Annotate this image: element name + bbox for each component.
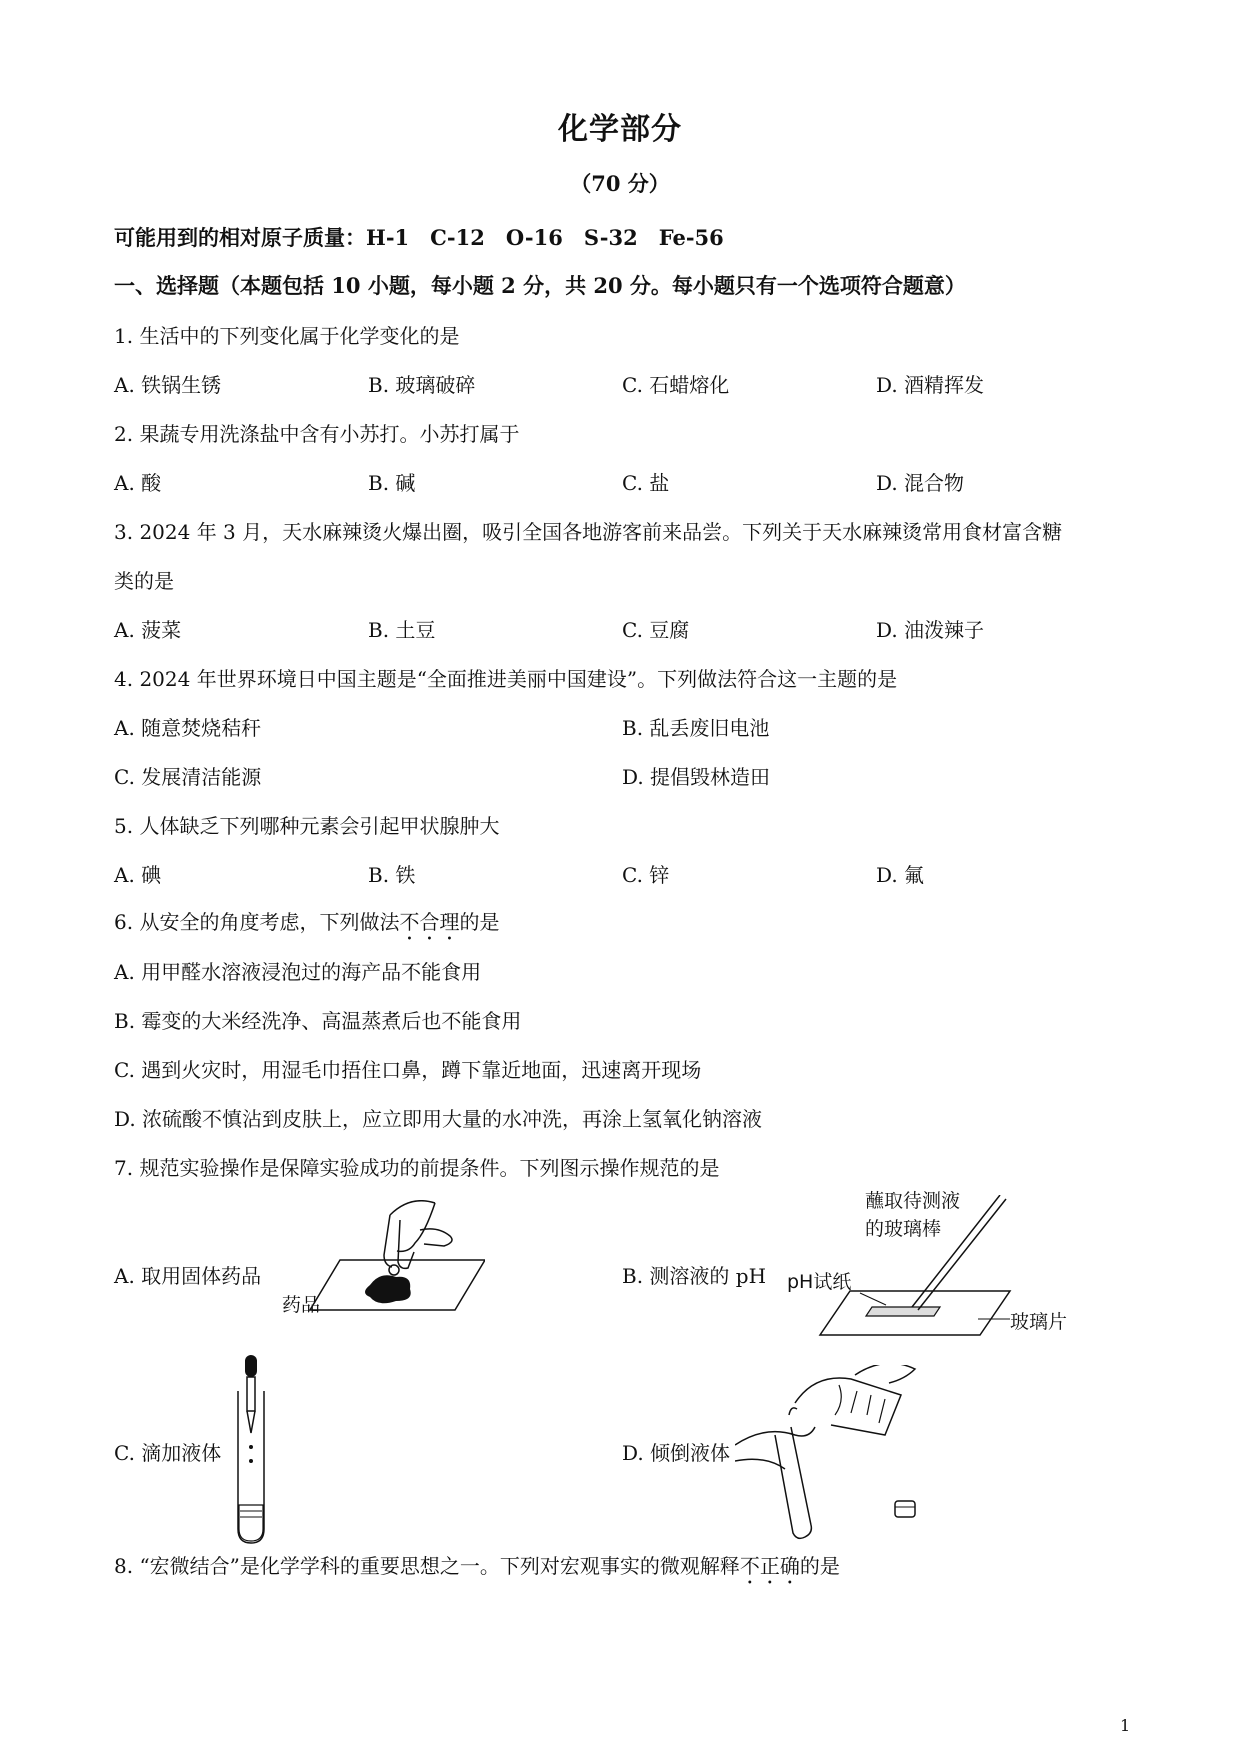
- q2-option-a: A. 酸: [114, 471, 162, 495]
- atomic-masses: 可能用到的相对原子质量：H-1 C-12 O-16 S-32 Fe-56: [114, 225, 724, 250]
- q5-option-c: C. 锌: [622, 863, 670, 887]
- q6-option-b: B. 霉变的大米经洗净、高温蒸煮后也不能食用: [114, 1009, 522, 1033]
- q4-option-b: B. 乱丢废旧电池: [622, 716, 770, 740]
- figure-c-dropper: [232, 1355, 272, 1545]
- bottle-stopper: [895, 1501, 915, 1517]
- q8-stem-emphasis: 不正确: [739, 1554, 800, 1578]
- q5-option-b: B. 铁: [368, 863, 416, 887]
- q3-option-b: B. 土豆: [368, 618, 436, 642]
- q1-option-c: C. 石蜡熔化: [622, 373, 730, 397]
- q2-stem: 2. 果蔬专用洗涤盐中含有小苏打。小苏打属于: [114, 422, 520, 446]
- figure-b-label-rod-line2: 的玻璃棒: [865, 1218, 942, 1240]
- finger-tip: [389, 1265, 399, 1275]
- q6-stem: [114, 906, 499, 945]
- q6-stem-emphasis: 不合理: [399, 910, 460, 934]
- q3-option-d: D. 油泼辣子: [876, 618, 985, 642]
- q4-option-a: A. 随意焚烧秸秆: [114, 716, 262, 740]
- score-subtitle: （70 分）: [570, 171, 670, 196]
- q7-option-c: C. 滴加液体: [114, 1441, 222, 1465]
- left-hand: [735, 1427, 815, 1469]
- q5-stem: 5. 人体缺乏下列哪种元素会引起甲状腺肿大: [114, 814, 500, 838]
- reagent-bottle: [795, 1378, 901, 1435]
- figure-b-label-glass: 玻璃片: [1010, 1311, 1068, 1333]
- page-title: 化学部分: [558, 112, 682, 147]
- liquid-level: [239, 1505, 263, 1541]
- test-tube: [238, 1391, 264, 1543]
- figure-b-label-rod-line1: 蘸取待测液: [865, 1190, 961, 1212]
- q6-option-c: C. 遇到火灾时，用湿毛巾捂住口鼻，蹲下靠近地面，迅速离开现场: [114, 1058, 702, 1082]
- q7-option-a: A. 取用固体药品: [114, 1264, 262, 1288]
- bottle-mouth: [789, 1408, 797, 1415]
- q7-stem: 7. 规范实验操作是保障实验成功的前提条件。下列图示操作规范的是: [114, 1156, 720, 1180]
- dropper-tube: [247, 1377, 255, 1411]
- q4-stem: 4. 2024 年世界环境日中国主题是“全面推进美丽中国建设”。下列做法符合这一主题的是: [114, 667, 898, 691]
- q5-option-d: D. 氟: [876, 863, 925, 887]
- q4-option-c: C. 发展清洁能源: [114, 765, 262, 789]
- q2-option-b: B. 碱: [368, 471, 416, 495]
- bottle-label: [835, 1385, 885, 1423]
- q3-option-c: C. 豆腐: [622, 618, 690, 642]
- reagent-pile: [365, 1275, 411, 1303]
- q1-option-b: B. 玻璃破碎: [368, 373, 476, 397]
- q3-stem-line1: 3. 2024 年 3 月，天水麻辣烫火爆出圈，吸引全国各地游客前来品尝。下列关于天水麻辣烫常用食材富含糖: [114, 520, 1063, 544]
- q1-stem: 1. 生活中的下列变化属于化学变化的是: [114, 324, 460, 348]
- q7-option-b: B. 测溶液的 pH: [622, 1264, 767, 1288]
- right-hand: [855, 1365, 915, 1383]
- page-number: 1: [1120, 1716, 1131, 1735]
- ph-paper: [866, 1307, 940, 1316]
- ph-paper-pointer: [860, 1293, 886, 1305]
- drop: [249, 1445, 253, 1449]
- q8-stem-pre: 8. “宏微结合”是化学学科的重要思想之一。下列对宏观事实的微观解释: [114, 1554, 740, 1578]
- q3-option-a: A. 菠菜: [114, 618, 182, 642]
- q8-stem: [114, 1550, 840, 1589]
- figure-a-label-reagent: 药品: [282, 1294, 321, 1316]
- q5-option-a: A. 碘: [114, 863, 162, 887]
- q1-option-d: D. 酒精挥发: [876, 373, 985, 397]
- q6-option-d: D. 浓硫酸不慎沾到皮肤上，应立即用大量的水冲洗，再涂上氢氧化钠溶液: [114, 1107, 763, 1131]
- q3-stem-line2: 类的是: [114, 569, 174, 593]
- q7-option-d: D. 倾倒液体: [622, 1441, 731, 1465]
- q4-option-d: D. 提倡毁林造田: [622, 765, 771, 789]
- tilted-test-tube: [775, 1427, 811, 1538]
- q2-option-c: C. 盐: [622, 471, 670, 495]
- q2-option-d: D. 混合物: [876, 471, 965, 495]
- q6-option-a: A. 用甲醛水溶液浸泡过的海产品不能食用: [114, 960, 482, 984]
- q6-stem-pre: 6. 从安全的角度考虑，下列做法: [114, 910, 400, 934]
- section-heading: 一、选择题（本题包括 10 小题，每小题 2 分，共 20 分。每小题只有一个选项符合题意）: [114, 273, 966, 298]
- dropper-tip: [247, 1411, 255, 1433]
- q8-stem-post: 的是: [799, 1554, 840, 1578]
- dropper-bulb: [245, 1355, 257, 1377]
- figure-b-label-ph-paper: pH试纸: [787, 1271, 852, 1293]
- figure-d-pouring: [735, 1365, 945, 1540]
- hand-drawing: [384, 1201, 452, 1269]
- drop: [249, 1459, 253, 1463]
- q1-option-a: A. 铁锅生锈: [114, 373, 222, 397]
- q6-stem-post: 的是: [459, 910, 500, 934]
